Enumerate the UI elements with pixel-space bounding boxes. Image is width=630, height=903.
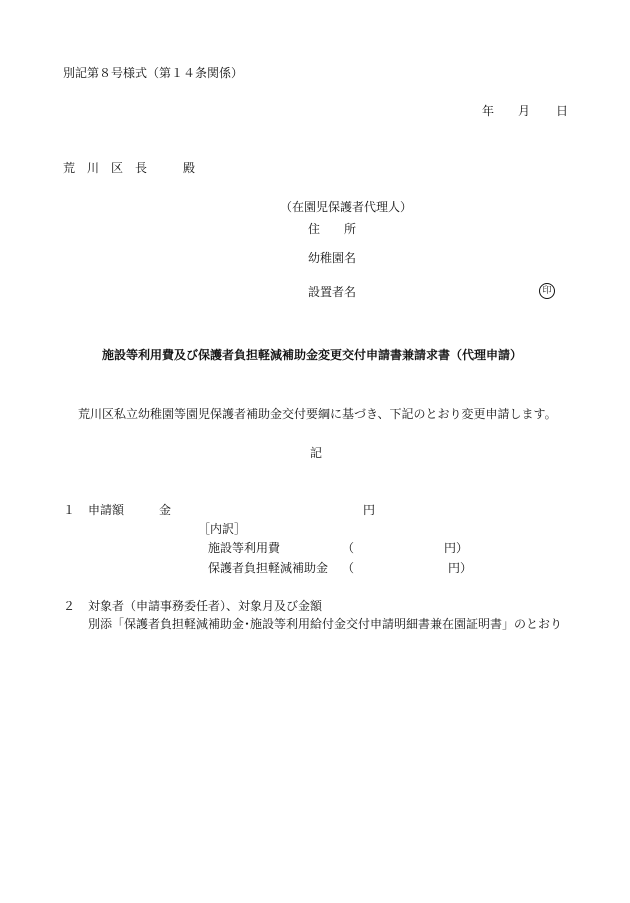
burden-relief-label: 保護者負担軽減補助金 xyxy=(208,561,329,575)
burden-relief-open-paren: （ xyxy=(342,561,355,575)
item1-label: 申請額 xyxy=(88,503,125,517)
address-label: 住 所 xyxy=(308,222,357,236)
applicant-heading: （在園児保護者代理人） xyxy=(280,200,413,214)
item1-kin: 金 xyxy=(159,503,172,517)
item2-detail: 別添「保護者負担軽減補助金･施設等利用給付金交付申請明細書兼在園証明書」のとおり xyxy=(88,617,563,631)
ki-heading: 記 xyxy=(310,446,323,460)
form-number: 別記第８号様式（第１４条関係） xyxy=(63,66,244,80)
item1-yen: 円 xyxy=(363,503,376,517)
establisher-name-label: 設置者名 xyxy=(308,285,357,299)
facility-fee-open-paren: （ xyxy=(342,541,355,555)
date-day-label: 日 xyxy=(556,104,569,118)
breakdown-label: ［内訳］ xyxy=(198,522,247,536)
date-year-label: 年 xyxy=(482,104,495,118)
item1-number: １ xyxy=(63,503,76,517)
facility-fee-close-yen: 円） xyxy=(444,541,469,555)
document-title: 施設等利用費及び保護者負担軽減補助金変更交付申請書兼請求書（代理申請） xyxy=(102,348,523,362)
facility-fee-label: 施設等利用費 xyxy=(208,541,281,555)
item2-number: ２ xyxy=(63,599,76,613)
intro-text: 荒川区私立幼稚園等園児保護者補助金交付要綱に基づき、下記のとおり変更申請します。 xyxy=(78,407,557,421)
date-month-label: 月 xyxy=(518,104,531,118)
seal-mark: 印 xyxy=(539,283,555,299)
kindergarten-name-label: 幼稚園名 xyxy=(308,251,357,265)
addressee: 荒 川 区 長 殿 xyxy=(63,161,196,175)
item2-label: 対象者（申請事務委任者）、対象月及び金額 xyxy=(88,599,323,613)
burden-relief-close-yen: 円） xyxy=(448,561,473,575)
